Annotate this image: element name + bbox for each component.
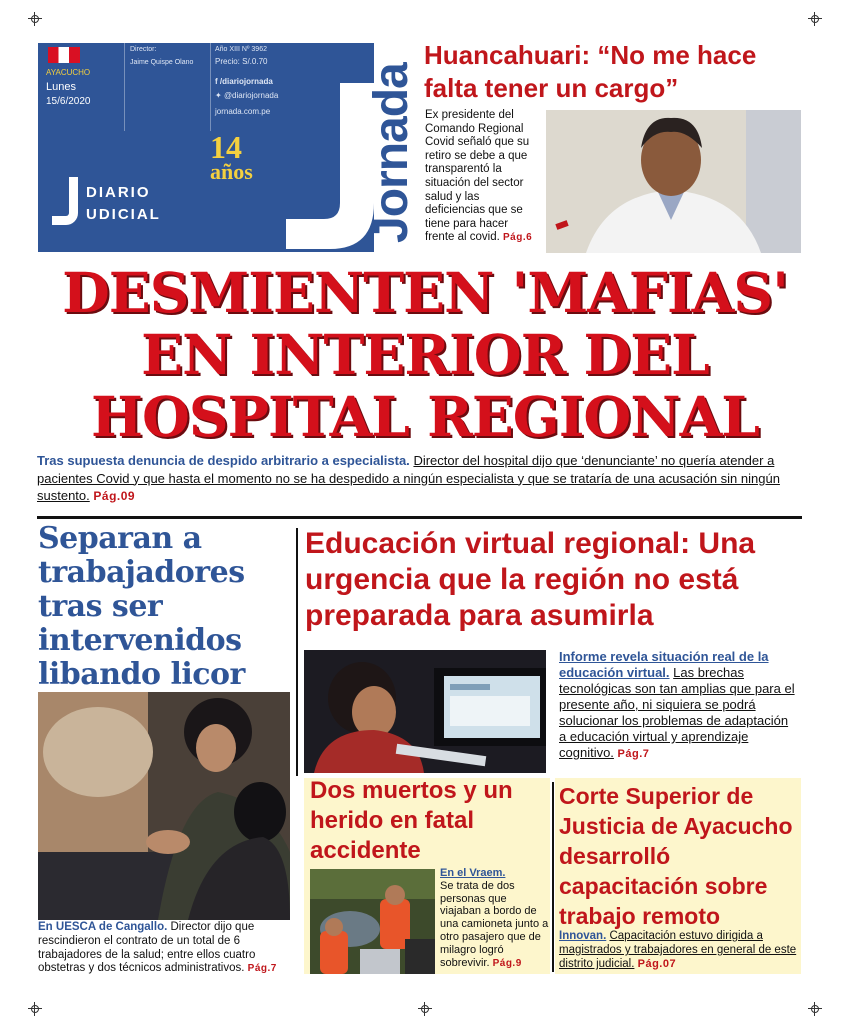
twitter-handle[interactable]: ✦ @diariojornada — [215, 91, 279, 100]
education-story-photo — [304, 650, 546, 773]
crop-mark-top-left — [28, 12, 42, 26]
masthead-date: 15/6/2020 — [46, 96, 91, 107]
left-story-lead: En UESCA de Cangallo. — [38, 921, 168, 933]
education-story-body — [559, 649, 795, 762]
rescue-scene-image — [310, 869, 435, 974]
top-story-page-ref[interactable]: Pág.6 — [503, 232, 533, 244]
left-story-text: Director dijo que rescindieron el contrato de un total de 6 trabajadores de la salud; entre ellos cuatro obstetras y dos técnicos administrativos. — [38, 921, 256, 975]
issue-price: Precio: S/.0.70 — [215, 57, 268, 66]
education-story-lead: Informe revela situación real de la educación virtual. — [559, 649, 769, 680]
crop-mark-bottom-right — [808, 1002, 822, 1016]
court-story-page-ref[interactable]: Pág.07 — [637, 958, 677, 970]
top-story-photo — [546, 110, 801, 253]
column-divider — [552, 782, 554, 972]
crop-mark-bottom-center — [418, 1002, 432, 1016]
education-story-headline[interactable]: Educación virtual regional: Una urgencia que la región no está preparada para asumirla — [305, 527, 756, 632]
top-story-body — [425, 109, 537, 245]
accident-story-photo — [310, 869, 435, 974]
crop-mark-top-right — [808, 12, 822, 26]
accident-story-headline[interactable]: Dos muertos y un herido en fatal accidente — [310, 777, 513, 864]
main-headline-line-2: EN INTERIOR DEL — [141, 322, 709, 387]
director-name: Jaime Quispe Olano — [130, 59, 194, 66]
main-story-page-ref[interactable]: Pág.09 — [93, 489, 136, 503]
masthead — [38, 43, 418, 252]
main-story-body: Director del hospital dijo que ‘denunciante’ no quería atender a pacientes Covid y que hasta el momento no se ha despedido a ningún especialista y que se trataría de una acusación sin ningún sustento. — [37, 453, 780, 503]
accident-story-lead: En el Vraem. — [440, 867, 506, 879]
masthead-divider — [124, 43, 125, 131]
column-divider — [296, 528, 298, 776]
court-story-text: Capacitación estuvo dirigida a magistrados y trabajadores en general de este distrito judicial. — [559, 930, 797, 970]
education-story-text: Las brechas tecnológicas son tan amplias que para el presente año, ni siquiera se podrá solucionar los problemas de adaptación a educación virtual y aprendizaje cognitivo. — [559, 665, 795, 760]
education-story-page-ref[interactable]: Pág.7 — [617, 748, 650, 760]
left-story-page-ref[interactable]: Pág.7 — [247, 963, 277, 975]
diario-judicial-j-icon — [52, 177, 78, 225]
portrait-image — [546, 110, 801, 253]
top-story-headline[interactable]: Huancahuari: “No me hace falta tener un cargo” — [424, 40, 757, 103]
masthead-city: AYACUCHO — [46, 68, 91, 77]
top-story-text: Ex presidente del Comando Regional Covid señaló que su retiro se debe a que transparentó la situación del sector salud y las deficiencias que se tiene para hacer frente al covid. — [425, 109, 530, 244]
child-computer-image — [304, 650, 546, 773]
section-divider — [37, 516, 802, 519]
director-label: Director: — [130, 46, 157, 53]
brand-line-diario: DIARIO — [86, 184, 151, 201]
facebook-icon: f — [215, 77, 218, 86]
jornada-logo: Jornada — [365, 63, 418, 243]
brand-line-judicial: UDICIAL — [86, 206, 161, 223]
website-link[interactable]: jornada.com.pe — [215, 107, 271, 116]
anniversary-word: años — [210, 159, 253, 184]
left-story-body — [38, 921, 290, 976]
issue-number: Año XIII Nº 3962 — [215, 46, 267, 53]
accident-story-page-ref[interactable]: Pág.9 — [492, 957, 522, 969]
main-headline-line-3: HOSPITAL REGIONAL — [91, 384, 759, 449]
accident-story-text: Se trata de dos personas que viajaban a bordo de una camioneta junto a otro pasajero que de milagro logró sobrevivir. — [440, 879, 549, 969]
masthead-day: Lunes — [46, 81, 76, 93]
main-headline[interactable] — [20, 262, 830, 448]
crop-mark-bottom-left — [28, 1002, 42, 1016]
anniversary-number: 14 — [210, 129, 242, 165]
main-headline-line-1: DESMIENTEN 'MAFIAS' — [62, 260, 788, 325]
main-story-lead: Tras supuesta denuncia de despido arbitrario a especialista. — [37, 453, 410, 468]
left-story-headline[interactable]: Separan a trabajadores tras ser intervenidos libando licor — [38, 521, 245, 692]
workers-photo-image — [38, 692, 290, 920]
court-story-headline[interactable]: Corte Superior de Justicia de Ayacucho desarrolló capacitación sobre trabajo remoto — [559, 783, 793, 929]
masthead-divider — [210, 43, 211, 131]
twitter-icon: ✦ — [215, 91, 222, 100]
left-story-photo — [38, 692, 290, 920]
court-story-lead: Innovan. — [559, 930, 607, 942]
peru-flag-icon — [48, 47, 80, 63]
court-story-body — [559, 929, 799, 971]
main-story-summary — [37, 452, 807, 506]
facebook-handle[interactable]: f /diariojornada — [215, 77, 273, 86]
accident-story-body — [440, 867, 550, 970]
